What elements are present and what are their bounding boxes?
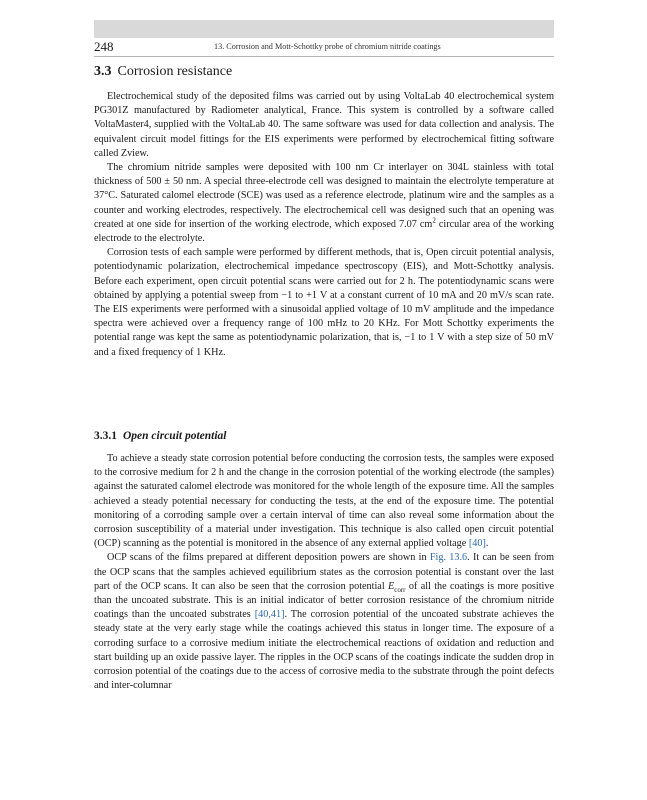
- section-title: Corrosion resistance: [117, 64, 233, 79]
- section-heading: [94, 64, 232, 80]
- text-run: Corrosion tests of each sample were performed by different methods, that is, Open circuit potential analysis, potentiodynamic polarization, electrochemical impedance spectroscopy (EIS), and Mott-Schottky analysis. Before each experiment, open circuit potential scans were carried out for 2 h. The potentiodynamic scans were obtained by applying a potential sweep from −1 to +1 V at a constant current of 10 mA and 20 mV/s scan rate. The EIS experiments were performed with a sinusoidal applied voltage of 10 mV amplitude and the impedance spectra were achieved over a frequency range of 100 mHz to 20 KHz. For Mott Schottky experiments the potential range was kept the same as potentiodynamic polarization, that is, −1 to 1 V with a step size of 50 mV and a fixed frequency of 1 KHz.: [94, 247, 554, 358]
- text-run: . The corrosion potential of the uncoated substrate achieves the steady state at the very early stage while the coatings achieved this status in longer time. The exposure of a corroding surface to a corrosive medium initiate the electrochemical reactions of oxidation and reduction and start building up an oxide passive layer. The ripples in the OCP scans of the coatings indicate the sudden drop in corrosion potential of the coatings due to the access of corrosive media to the substrate through the point defects and inter-columnar: [94, 609, 554, 692]
- citation-link[interactable]: [40]: [468, 538, 486, 550]
- section-number: 3.3: [94, 64, 112, 79]
- paragraph: [94, 551, 554, 693]
- text-run: circular area of the working electrode to the electrolyte.: [94, 218, 554, 245]
- running-title: 13. Corrosion and Mott-Schottky probe of chromium nitride coatings: [214, 42, 441, 51]
- section-body: [94, 90, 554, 360]
- paragraph: [94, 246, 554, 360]
- subsection-number: 3.3.1: [94, 430, 117, 442]
- text-run: 2: [432, 216, 436, 225]
- text-run: . It can be seen from the OCP scans that the samples achieved equilibrium states as the corrosion potential is constant over the last part of the OCP scans. It can also be seen that the corrosion potential: [94, 552, 554, 592]
- text-run: The chromium nitride samples were deposited with 100 nm Cr interlayer on 304L stainless with total thickness of 500 ± 50 nm. A special three-electrode cell was designed to maintain the electrolyte temperature at 37°C. Saturated calomel electrode (SCE) was used as a reference electrode, platinum wire and the samples as a counter and working electrodes, respectively. The electrochemical cell was designed such that an opening was created at one side for insertion of the working electrode, which exposed 7.07 cm: [94, 162, 554, 230]
- paragraph: [94, 90, 554, 161]
- citation-link[interactable]: Fig. 13.6: [429, 552, 468, 564]
- header-bar: [94, 20, 554, 38]
- subsection-title: Open circuit potential: [123, 430, 227, 442]
- text-run: Electrochemical study of the deposited films was carried out by using VoltaLab 40 electrochemical system PG301Z manufactured by Radiometer analytical, France. This system is controlled by a software called VoltaMaster4, supplied with the VoltaLab 40. The same software was used for data collection and analysis. The equivalent circuit model fittings for the EIS experiments were performed by electrochemical fitting software called Zview.: [94, 91, 554, 159]
- running-head: [94, 38, 554, 57]
- citation-link[interactable]: [40,41]: [254, 609, 285, 621]
- text-run: OCP scans of the films prepared at different deposition powers are shown in: [107, 552, 430, 564]
- subsection-body: [94, 452, 554, 693]
- paragraph: [94, 452, 554, 551]
- page-number: 248: [94, 39, 114, 54]
- text-run: To achieve a steady state corrosion potential before conducting the corrosion tests, the samples were exposed to the corrosive medium for 2 h and the change in the corrosion potential of the working electrode (the samples) against the saturated calomel electrode was monitored for the whole length of the exposure time. All the samples achieved a steady potential necessary for conducting the tests, at the end of the exposure time. The potential monitoring of a corroding sample over a certain interval of time can also reveal some information about the corrosion susceptibility of a material under investigation. This technique is also called open circuit potential (OCP) scanning as the potential is monitored in the absence of any external applied voltage: [94, 453, 554, 550]
- text-run: .: [485, 538, 489, 550]
- text-run: E: [388, 580, 395, 592]
- subsection-heading: [94, 430, 227, 442]
- text-run: corr: [394, 585, 406, 594]
- text-run: of all the coatings is more positive than the uncoated substrate. This is an initial indicator of better corrosion resistance of the chromium nitride coatings than the uncoated substrates: [94, 580, 554, 621]
- paragraph: [94, 161, 554, 246]
